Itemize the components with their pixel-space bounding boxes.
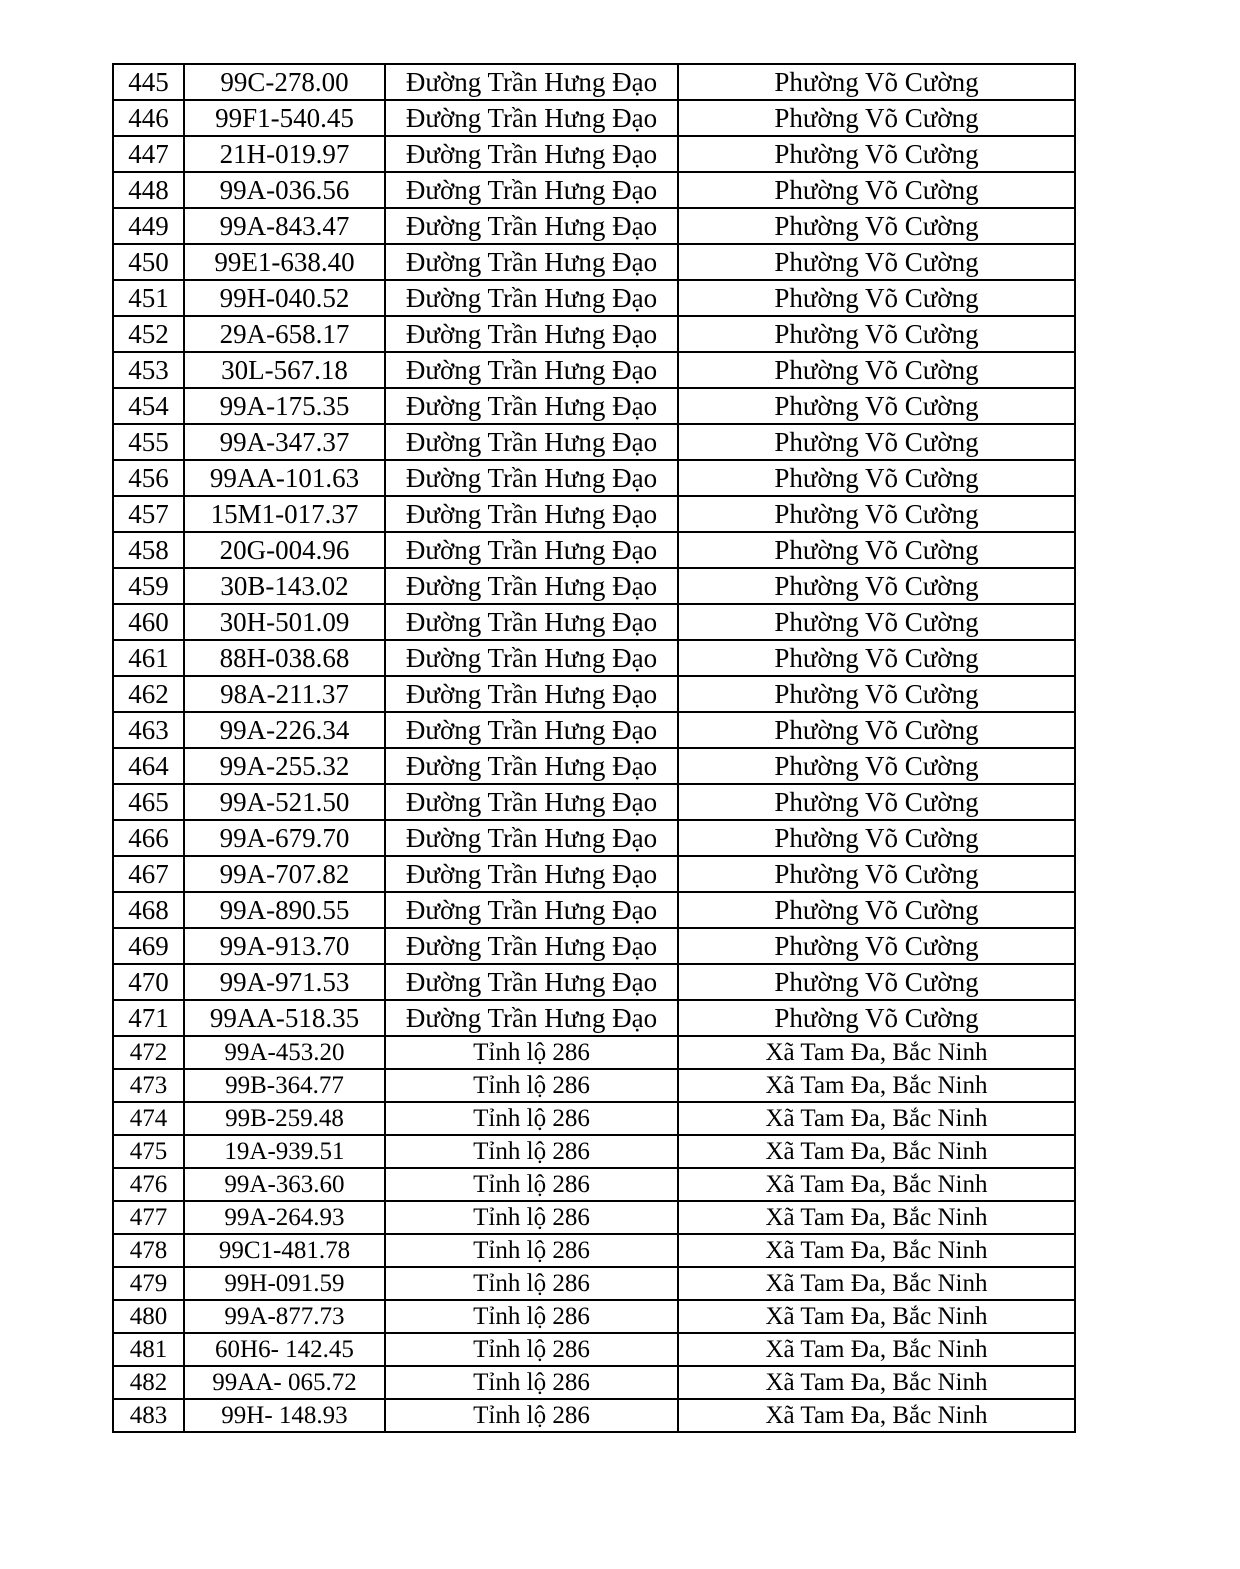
row-number-cell: 473 (113, 1069, 184, 1102)
table-row (113, 712, 1075, 748)
street-cell: Đường Trần Hưng Đạo (385, 352, 678, 388)
area-cell: Phường Võ Cường (678, 64, 1075, 100)
street-cell: Đường Trần Hưng Đạo (385, 208, 678, 244)
area-cell: Phường Võ Cường (678, 388, 1075, 424)
area-cell: Xã Tam Đa, Bắc Ninh (678, 1102, 1075, 1135)
table-row (113, 892, 1075, 928)
row-number-cell: 469 (113, 928, 184, 964)
license-plate-cell: 99A-226.34 (184, 712, 385, 748)
street-cell: Tỉnh lộ 286 (385, 1102, 678, 1135)
area-cell: Xã Tam Đa, Bắc Ninh (678, 1201, 1075, 1234)
street-cell: Đường Trần Hưng Đạo (385, 676, 678, 712)
row-number-cell: 466 (113, 820, 184, 856)
license-plate-cell: 99A-877.73 (184, 1300, 385, 1333)
street-cell: Đường Trần Hưng Đạo (385, 1000, 678, 1036)
street-cell: Tỉnh lộ 286 (385, 1399, 678, 1432)
license-plate-cell: 99A-679.70 (184, 820, 385, 856)
row-number-cell: 482 (113, 1366, 184, 1399)
table-row (113, 1201, 1075, 1234)
area-cell: Xã Tam Đa, Bắc Ninh (678, 1333, 1075, 1366)
area-cell: Phường Võ Cường (678, 928, 1075, 964)
license-plate-cell: 99B-259.48 (184, 1102, 385, 1135)
license-plate-cell: 20G-004.96 (184, 532, 385, 568)
area-cell: Phường Võ Cường (678, 1000, 1075, 1036)
table-row (113, 1300, 1075, 1333)
street-cell: Đường Trần Hưng Đạo (385, 316, 678, 352)
area-cell: Phường Võ Cường (678, 136, 1075, 172)
license-plate-cell: 88H-038.68 (184, 640, 385, 676)
street-cell: Đường Trần Hưng Đạo (385, 244, 678, 280)
license-plate-cell: 99A-363.60 (184, 1168, 385, 1201)
row-number-cell: 447 (113, 136, 184, 172)
table-row (113, 1168, 1075, 1201)
row-number-cell: 452 (113, 316, 184, 352)
table-row (113, 100, 1075, 136)
row-number-cell: 446 (113, 100, 184, 136)
license-plate-cell: 30L-567.18 (184, 352, 385, 388)
table-body (113, 64, 1075, 1432)
street-cell: Tỉnh lộ 286 (385, 1069, 678, 1102)
row-number-cell: 453 (113, 352, 184, 388)
table-row (113, 532, 1075, 568)
table-row (113, 928, 1075, 964)
area-cell: Phường Võ Cường (678, 640, 1075, 676)
license-plate-cell: 99A-175.35 (184, 388, 385, 424)
street-cell: Đường Trần Hưng Đạo (385, 856, 678, 892)
street-cell: Đường Trần Hưng Đạo (385, 280, 678, 316)
table-row (113, 1036, 1075, 1069)
row-number-cell: 480 (113, 1300, 184, 1333)
street-cell: Đường Trần Hưng Đạo (385, 532, 678, 568)
row-number-cell: 477 (113, 1201, 184, 1234)
area-cell: Xã Tam Đa, Bắc Ninh (678, 1300, 1075, 1333)
area-cell: Xã Tam Đa, Bắc Ninh (678, 1036, 1075, 1069)
street-cell: Đường Trần Hưng Đạo (385, 424, 678, 460)
violation-plates-table (112, 63, 1076, 1433)
area-cell: Xã Tam Đa, Bắc Ninh (678, 1366, 1075, 1399)
row-number-cell: 449 (113, 208, 184, 244)
license-plate-cell: 99B-364.77 (184, 1069, 385, 1102)
area-cell: Phường Võ Cường (678, 604, 1075, 640)
area-cell: Phường Võ Cường (678, 424, 1075, 460)
license-plate-cell: 99H-040.52 (184, 280, 385, 316)
license-plate-cell: 99C-278.00 (184, 64, 385, 100)
table-row (113, 1069, 1075, 1102)
license-plate-cell: 99A-913.70 (184, 928, 385, 964)
license-plate-cell: 21H-019.97 (184, 136, 385, 172)
row-number-cell: 450 (113, 244, 184, 280)
street-cell: Đường Trần Hưng Đạo (385, 928, 678, 964)
table-row (113, 640, 1075, 676)
row-number-cell: 470 (113, 964, 184, 1000)
area-cell: Phường Võ Cường (678, 964, 1075, 1000)
license-plate-cell: 99A-971.53 (184, 964, 385, 1000)
row-number-cell: 445 (113, 64, 184, 100)
street-cell: Đường Trần Hưng Đạo (385, 568, 678, 604)
table-row (113, 856, 1075, 892)
street-cell: Đường Trần Hưng Đạo (385, 100, 678, 136)
area-cell: Phường Võ Cường (678, 100, 1075, 136)
row-number-cell: 474 (113, 1102, 184, 1135)
license-plate-cell: 30B-143.02 (184, 568, 385, 604)
street-cell: Tỉnh lộ 286 (385, 1201, 678, 1234)
license-plate-cell: 30H-501.09 (184, 604, 385, 640)
street-cell: Đường Trần Hưng Đạo (385, 748, 678, 784)
area-cell: Phường Võ Cường (678, 748, 1075, 784)
table-row (113, 352, 1075, 388)
license-plate-cell: 99A-255.32 (184, 748, 385, 784)
table-row (113, 1267, 1075, 1300)
row-number-cell: 456 (113, 460, 184, 496)
table-row (113, 784, 1075, 820)
street-cell: Tỉnh lộ 286 (385, 1366, 678, 1399)
license-plate-cell: 99C1-481.78 (184, 1234, 385, 1267)
row-number-cell: 462 (113, 676, 184, 712)
license-plate-cell: 99A-521.50 (184, 784, 385, 820)
area-cell: Phường Võ Cường (678, 784, 1075, 820)
license-plate-cell: 99AA-101.63 (184, 460, 385, 496)
license-plate-cell: 99AA- 065.72 (184, 1366, 385, 1399)
area-cell: Phường Võ Cường (678, 892, 1075, 928)
license-plate-cell: 99H- 148.93 (184, 1399, 385, 1432)
row-number-cell: 464 (113, 748, 184, 784)
area-cell: Xã Tam Đa, Bắc Ninh (678, 1267, 1075, 1300)
street-cell: Tỉnh lộ 286 (385, 1135, 678, 1168)
row-number-cell: 478 (113, 1234, 184, 1267)
row-number-cell: 461 (113, 640, 184, 676)
table-row (113, 1366, 1075, 1399)
table-row (113, 1333, 1075, 1366)
row-number-cell: 463 (113, 712, 184, 748)
area-cell: Xã Tam Đa, Bắc Ninh (678, 1135, 1075, 1168)
street-cell: Đường Trần Hưng Đạo (385, 964, 678, 1000)
license-plate-cell: 99A-264.93 (184, 1201, 385, 1234)
row-number-cell: 465 (113, 784, 184, 820)
area-cell: Phường Võ Cường (678, 208, 1075, 244)
table-row (113, 820, 1075, 856)
street-cell: Tỉnh lộ 286 (385, 1234, 678, 1267)
license-plate-cell: 19A-939.51 (184, 1135, 385, 1168)
street-cell: Đường Trần Hưng Đạo (385, 892, 678, 928)
table-row (113, 1399, 1075, 1432)
area-cell: Phường Võ Cường (678, 280, 1075, 316)
row-number-cell: 475 (113, 1135, 184, 1168)
table-row (113, 424, 1075, 460)
area-cell: Phường Võ Cường (678, 532, 1075, 568)
row-number-cell: 467 (113, 856, 184, 892)
row-number-cell: 451 (113, 280, 184, 316)
table-row (113, 388, 1075, 424)
street-cell: Đường Trần Hưng Đạo (385, 64, 678, 100)
area-cell: Phường Võ Cường (678, 856, 1075, 892)
table-row (113, 1234, 1075, 1267)
license-plate-cell: 99E1-638.40 (184, 244, 385, 280)
area-cell: Phường Võ Cường (678, 172, 1075, 208)
street-cell: Tỉnh lộ 286 (385, 1333, 678, 1366)
license-plate-cell: 99A-707.82 (184, 856, 385, 892)
license-plate-cell: 99A-036.56 (184, 172, 385, 208)
area-cell: Phường Võ Cường (678, 496, 1075, 532)
license-plate-cell: 99F1-540.45 (184, 100, 385, 136)
row-number-cell: 457 (113, 496, 184, 532)
license-plate-cell: 98A-211.37 (184, 676, 385, 712)
table-row (113, 1102, 1075, 1135)
row-number-cell: 459 (113, 568, 184, 604)
area-cell: Phường Võ Cường (678, 568, 1075, 604)
area-cell: Phường Võ Cường (678, 316, 1075, 352)
street-cell: Đường Trần Hưng Đạo (385, 388, 678, 424)
street-cell: Đường Trần Hưng Đạo (385, 136, 678, 172)
area-cell: Phường Võ Cường (678, 352, 1075, 388)
street-cell: Tỉnh lộ 286 (385, 1168, 678, 1201)
table-row (113, 1000, 1075, 1036)
table-row (113, 244, 1075, 280)
row-number-cell: 483 (113, 1399, 184, 1432)
table-row (113, 136, 1075, 172)
table-row (113, 1135, 1075, 1168)
area-cell: Xã Tam Đa, Bắc Ninh (678, 1069, 1075, 1102)
table-row (113, 748, 1075, 784)
street-cell: Đường Trần Hưng Đạo (385, 460, 678, 496)
area-cell: Phường Võ Cường (678, 244, 1075, 280)
area-cell: Xã Tam Đa, Bắc Ninh (678, 1399, 1075, 1432)
street-cell: Đường Trần Hưng Đạo (385, 604, 678, 640)
license-plate-cell: 99A-453.20 (184, 1036, 385, 1069)
area-cell: Phường Võ Cường (678, 712, 1075, 748)
license-plate-cell: 15M1-017.37 (184, 496, 385, 532)
row-number-cell: 481 (113, 1333, 184, 1366)
table-row (113, 496, 1075, 532)
license-plate-cell: 99H-091.59 (184, 1267, 385, 1300)
license-plate-cell: 99A-890.55 (184, 892, 385, 928)
street-cell: Đường Trần Hưng Đạo (385, 712, 678, 748)
table-row (113, 964, 1075, 1000)
license-plate-cell: 29A-658.17 (184, 316, 385, 352)
table-row (113, 316, 1075, 352)
area-cell: Phường Võ Cường (678, 820, 1075, 856)
row-number-cell: 454 (113, 388, 184, 424)
table-row (113, 208, 1075, 244)
license-plate-cell: 99AA-518.35 (184, 1000, 385, 1036)
area-cell: Xã Tam Đa, Bắc Ninh (678, 1168, 1075, 1201)
street-cell: Đường Trần Hưng Đạo (385, 784, 678, 820)
table-row (113, 568, 1075, 604)
row-number-cell: 460 (113, 604, 184, 640)
row-number-cell: 471 (113, 1000, 184, 1036)
area-cell: Phường Võ Cường (678, 676, 1075, 712)
street-cell: Tỉnh lộ 286 (385, 1300, 678, 1333)
street-cell: Đường Trần Hưng Đạo (385, 496, 678, 532)
row-number-cell: 472 (113, 1036, 184, 1069)
street-cell: Tỉnh lộ 286 (385, 1036, 678, 1069)
table-row (113, 172, 1075, 208)
row-number-cell: 479 (113, 1267, 184, 1300)
license-plate-cell: 99A-347.37 (184, 424, 385, 460)
license-plate-cell: 60H6- 142.45 (184, 1333, 385, 1366)
table-row (113, 604, 1075, 640)
license-plate-cell: 99A-843.47 (184, 208, 385, 244)
row-number-cell: 448 (113, 172, 184, 208)
area-cell: Xã Tam Đa, Bắc Ninh (678, 1234, 1075, 1267)
street-cell: Đường Trần Hưng Đạo (385, 640, 678, 676)
row-number-cell: 455 (113, 424, 184, 460)
area-cell: Phường Võ Cường (678, 460, 1075, 496)
table-row (113, 64, 1075, 100)
row-number-cell: 476 (113, 1168, 184, 1201)
table-row (113, 460, 1075, 496)
table-row (113, 676, 1075, 712)
row-number-cell: 458 (113, 532, 184, 568)
street-cell: Tỉnh lộ 286 (385, 1267, 678, 1300)
row-number-cell: 468 (113, 892, 184, 928)
table-row (113, 280, 1075, 316)
street-cell: Đường Trần Hưng Đạo (385, 820, 678, 856)
street-cell: Đường Trần Hưng Đạo (385, 172, 678, 208)
